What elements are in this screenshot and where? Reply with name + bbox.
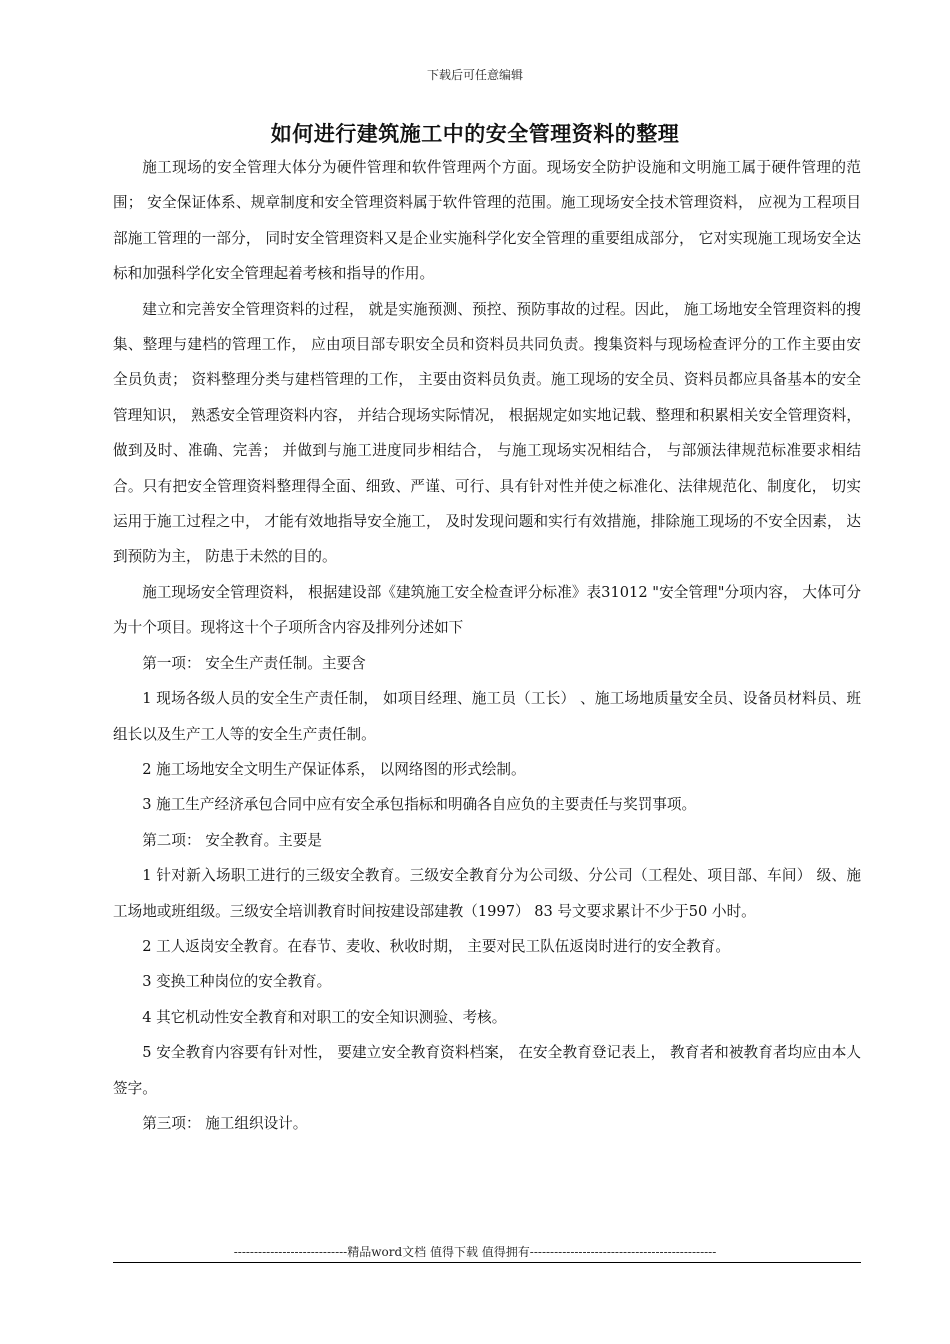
list-item: 3 施工生产经济承包合同中应有安全承包指标和明确各自应负的主要责任与奖罚事项。 xyxy=(142,796,697,814)
list-item: 3 变换工种岗位的安全教育。 xyxy=(142,973,332,991)
list-item: 1 现场各级人员的安全生产责任制， 如项目经理、施工员（工长） 、施工场地质量安全员、设备员材料员、班组长以及生产工人等的安全生产责任制。 xyxy=(113,690,861,743)
list-item: 4 其它机动性安全教育和对职工的安全知识测验、考核。 xyxy=(142,1008,507,1026)
header-note: 下载后可任意编辑 xyxy=(426,68,523,82)
paragraph-classification: 施工现场安全管理资料， 根据建设部《建筑施工安全检查评分标准》表31012 "安全管理"分项内容， 大体可分为十个项目。现将这十个子项所含内容及排列分述如下 xyxy=(113,583,861,637)
section-heading-item-2: 第二项： 安全教育。主要是 xyxy=(142,831,322,849)
document-title: 如何进行建筑施工中的安全管理资料的整理 xyxy=(270,121,680,146)
list-item: 2 工人返岗安全教育。在春节、麦收、秋收时期， 主要对民工队伍返岗时进行的安全教育。 xyxy=(142,937,730,955)
list-item: 1 针对新入场职工进行的三级安全教育。三级安全教育分为公司级、分公司（工程处、项目部、车间） 级、施工场地或班组级。三级安全培训教育时间按建设部建教（1997） 83 号文要求累计不少于50 小时。 xyxy=(113,867,861,920)
list-item: 2 施工场地安全文明生产保证体系， 以网络图的形式绘制。 xyxy=(142,760,526,778)
section-heading-item-3: 第三项： 施工组织设计。 xyxy=(142,1114,308,1132)
footer-divider xyxy=(113,1262,861,1263)
list-item: 5 安全教育内容要有针对性， 要建立安全教育资料档案， 在安全教育登记表上， 教育者和被教育者均应由本人签字。 xyxy=(113,1044,861,1097)
section-heading-item-1: 第一项： 安全生产责任制。主要含 xyxy=(142,654,366,672)
footer-note: ----------------------------精品word文档 值得下载 值得拥有---------------------------------------------- xyxy=(233,1245,717,1259)
paragraph-process: 建立和完善安全管理资料的过程， 就是实施预测、预控、预防事故的过程。因此， 施工场地安全管理资料的搜集、整理与建档的管理工作， 应由项目部专职安全员和资料员共同负责。搜集资料与现场检查评分的工作主要由安全员负责； 资料整理分类与建档管理的工作， 主要由资料员负责。施工现场的安全员、资料员都应具备基本的安全管理知识， 熟悉安全管理资料内容， 并结合现场实际情况， 根据规定如实地记载、整理和积累相关安全管理资料，做到及时、准确、完善； 并做到与施工进度同步相结合， 与施工现场实况相结合， 与部颁法律规范标准要求相结合。只有把安全管理资料整理得全面、细致、严谨、可行、具有针对性并使之标准化、法律规范化、制度化， 切实运用于施工过程之中， 才能有效地指导安全施工， 及时发现问题和实行有效措施，排除施工现场的不安全因素， 达到预防为主， 防患于未然的目的。 xyxy=(113,300,861,566)
paragraph-intro: 施工现场的安全管理大体分为硬件管理和软件管理两个方面。现场安全防护设施和文明施工属于硬件管理的范围； 安全保证体系、规章制度和安全管理资料属于软件管理的范围。施工现场安全技术管理资料， 应视为工程项目部施工管理的一部分， 同时安全管理资料又是企业实施科学化安全管理的重要组成部分， 它对实现施工现场安全达标和加强科学化安全管理起着考核和指导的作用。 xyxy=(113,159,861,283)
document-body xyxy=(113,150,861,1141)
